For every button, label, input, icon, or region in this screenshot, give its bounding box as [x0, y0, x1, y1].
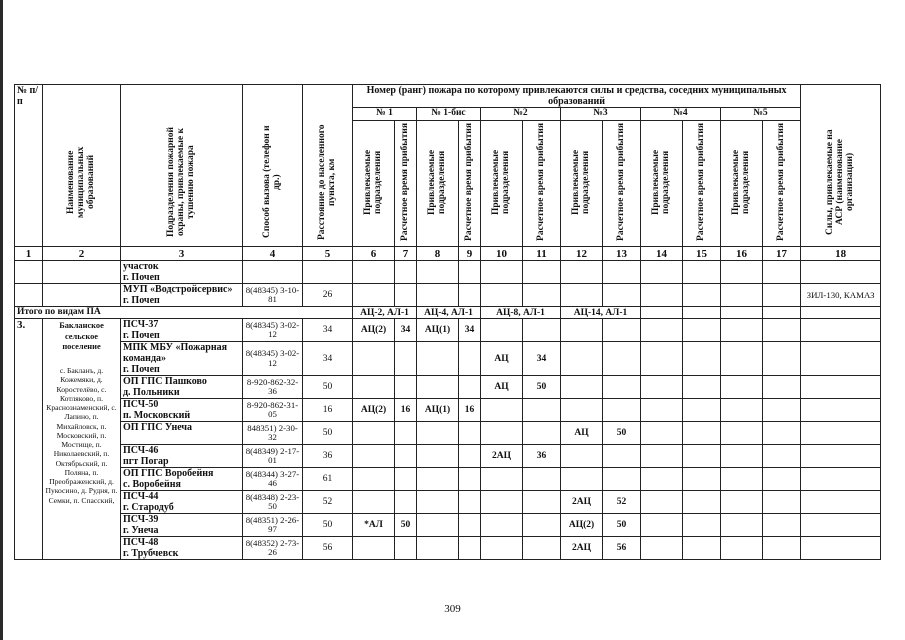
rank-cell — [459, 445, 481, 468]
unit-place: г. Трубчевск — [123, 548, 179, 560]
unit-cell — [121, 491, 243, 514]
rank-cell — [721, 319, 763, 342]
rank-cell — [417, 284, 459, 307]
unit-place: г. Стародуб — [123, 502, 174, 514]
rank-cell — [763, 399, 801, 422]
rank-cell — [641, 537, 683, 560]
rank-cell: 2АЦ — [561, 491, 603, 514]
rank-cell — [763, 307, 801, 319]
rank-cell — [523, 422, 561, 445]
rank-cell — [683, 537, 721, 560]
rank-1: № 1 — [353, 108, 417, 121]
rank-cell — [603, 284, 641, 307]
column-number: 10 — [481, 247, 523, 261]
table-row — [15, 491, 881, 514]
header-asr-forces: Силы, привлекаемые на АСР (наименование организации) — [801, 85, 881, 247]
rank-cell — [459, 537, 481, 560]
table-row — [15, 537, 881, 560]
rank-cell — [763, 468, 801, 491]
rank-cell — [481, 284, 523, 307]
rank-cell: АЦ — [561, 422, 603, 445]
unit-name: ПСЧ-50 — [123, 399, 159, 411]
phone-cell: 8(48345) 3-02-12 — [243, 319, 303, 342]
rank-cell — [641, 376, 683, 399]
rank-cell — [395, 445, 417, 468]
totals-rank-1bis: АЦ-4, АЛ-1 — [417, 307, 481, 319]
rank-cell — [523, 537, 561, 560]
rank-cell — [641, 284, 683, 307]
rank-cell — [523, 491, 561, 514]
table-row — [15, 284, 881, 307]
rank-cell — [683, 514, 721, 537]
distance-cell: 61 — [303, 468, 353, 491]
rank-1-bis: № 1-бис — [417, 108, 481, 121]
rank-cell — [523, 284, 561, 307]
rank-cell — [683, 468, 721, 491]
unit-name: ПСЧ-39 — [123, 514, 159, 526]
unit-place: с. Воробейня — [123, 479, 181, 491]
rank-cell — [763, 514, 801, 537]
table-row — [15, 468, 881, 491]
unit-name: МУП «Водстройсервис» — [123, 284, 233, 296]
settlements-list: с. Бакланъ, д. Кожемяки, д. Коростелёво, с. Котляково, п. Краснознаменский, с. Лапино, п. Михайловск, п. Московский, п. Мостище, п. Николаевский, п. Октябрьский, п. Поляна, п. Преображенский, д. Пукосино, д. Рудня, п. Семки, п. Спасский, — [45, 366, 118, 505]
unit-name: ОП ГПС Воробейня — [123, 468, 214, 480]
rank-cell — [763, 376, 801, 399]
rank-cell — [481, 422, 523, 445]
unit-cell — [121, 319, 243, 342]
rank-cell — [523, 399, 561, 422]
header-num: № п/п — [15, 85, 43, 247]
rank-cell — [481, 468, 523, 491]
rank-cell — [721, 261, 763, 284]
distance-cell — [303, 261, 353, 284]
rank-cell: АЦ(2) — [353, 399, 395, 422]
fire-forces-table — [14, 84, 881, 560]
header-fire-units: Подразделения пожарной охраны, привлекаемые к тушению пожара — [121, 85, 243, 247]
rank-4: №4 — [641, 108, 721, 121]
rank-cell — [481, 514, 523, 537]
phone-cell: 8(48352) 2-73-26 — [243, 537, 303, 560]
distance-cell: 16 — [303, 399, 353, 422]
rank-cell — [801, 307, 881, 319]
rank-cell — [417, 445, 459, 468]
rank-cell — [763, 445, 801, 468]
rank-cell — [459, 342, 481, 376]
unit-cell — [121, 376, 243, 399]
phone-cell: 8(48344) 3-27-46 — [243, 468, 303, 491]
column-number: 5 — [303, 247, 353, 261]
column-number: 12 — [561, 247, 603, 261]
column-number: 8 — [417, 247, 459, 261]
rank-cell — [801, 445, 881, 468]
rank-cell — [395, 342, 417, 376]
rank-cell — [561, 399, 603, 422]
rank-cell — [417, 491, 459, 514]
unit-name: ПСЧ-48 — [123, 537, 159, 549]
rank-cell — [603, 468, 641, 491]
unit-cell — [121, 468, 243, 491]
rank-cell — [801, 399, 881, 422]
totals-row — [15, 307, 881, 319]
rank-cell — [459, 491, 481, 514]
rank-cell — [459, 514, 481, 537]
rank-cell: 52 — [603, 491, 641, 514]
rank-cell — [721, 514, 763, 537]
sub-time-3: Расчетное время прибытия — [603, 121, 641, 247]
rank-3: №3 — [561, 108, 641, 121]
rank-cell — [561, 319, 603, 342]
rank-2: №2 — [481, 108, 561, 121]
rank-cell — [801, 537, 881, 560]
municipality-name: Бакланское сельское поселение — [59, 321, 104, 351]
rank-cell — [395, 422, 417, 445]
unit-cell — [121, 445, 243, 468]
rank-cell — [683, 307, 721, 319]
unit-place: г. Почеп — [123, 295, 160, 307]
rank-cell — [353, 261, 395, 284]
rank-cell — [353, 468, 395, 491]
header-municipality: Наименование муниципальных образований — [43, 85, 121, 247]
rank-cell: 50 — [523, 376, 561, 399]
unit-place: пгт Погар — [123, 456, 169, 468]
unit-place: г. Унеча — [123, 525, 159, 537]
rank-cell — [801, 342, 881, 376]
rank-cell: АЦ(2) — [353, 319, 395, 342]
distance-cell: 26 — [303, 284, 353, 307]
rank-cell — [417, 261, 459, 284]
table-row — [15, 261, 881, 284]
header-distance: Расстояние до населенного пункта, км — [303, 85, 353, 247]
rank-cell — [353, 342, 395, 376]
rank-cell — [721, 491, 763, 514]
distance-cell: 36 — [303, 445, 353, 468]
rank-cell — [763, 342, 801, 376]
rank-cell — [641, 445, 683, 468]
section-municipality — [43, 319, 121, 560]
unit-place: п. Московский — [123, 410, 191, 422]
sub-units-1: Привлекаемые подразделения — [353, 121, 395, 247]
rank-cell — [641, 422, 683, 445]
totals-label: Итого по видам ПА — [15, 307, 353, 319]
rank-cell — [353, 422, 395, 445]
sub-time-1: Расчетное время прибытия — [395, 121, 417, 247]
page-number: 309 — [444, 603, 461, 615]
rank-cell — [683, 261, 721, 284]
rank-cell — [603, 342, 641, 376]
column-numbers-row — [15, 247, 881, 261]
sub-units-3: Привлекаемые подразделения — [561, 121, 603, 247]
unit-place: г. Почеп — [123, 364, 160, 376]
rank-cell — [641, 468, 683, 491]
rank-cell — [395, 284, 417, 307]
rank-cell: АЦ — [481, 376, 523, 399]
rank-cell — [395, 261, 417, 284]
rank-cell — [641, 342, 683, 376]
rank-cell — [523, 261, 561, 284]
rank-cell — [641, 319, 683, 342]
table-row — [15, 319, 881, 342]
rank-cell — [481, 319, 523, 342]
column-number: 4 — [243, 247, 303, 261]
column-number: 3 — [121, 247, 243, 261]
page-edge — [0, 0, 3, 640]
phone-cell — [243, 261, 303, 284]
phone-cell: 8(48345) 3-02-12 — [243, 342, 303, 376]
rank-cell — [721, 399, 763, 422]
rank-cell — [721, 307, 763, 319]
rank-cell — [683, 376, 721, 399]
rank-cell — [395, 468, 417, 491]
rank-cell — [641, 399, 683, 422]
rank-cell — [459, 284, 481, 307]
rank-cell: 2АЦ — [561, 537, 603, 560]
rank-cell — [353, 537, 395, 560]
unit-place: г. Почеп — [123, 272, 160, 284]
num-cell — [15, 284, 43, 307]
totals-rank-2: АЦ-8, АЛ-1 — [481, 307, 561, 319]
rank-cell — [353, 491, 395, 514]
rank-cell — [353, 376, 395, 399]
rank-cell — [417, 468, 459, 491]
phone-cell: 8-920-862-32-36 — [243, 376, 303, 399]
rank-cell — [417, 422, 459, 445]
column-number: 11 — [523, 247, 561, 261]
column-number: 9 — [459, 247, 481, 261]
table-row — [15, 445, 881, 468]
rank-cell — [603, 319, 641, 342]
unit-cell — [121, 514, 243, 537]
rank-cell — [353, 445, 395, 468]
rank-cell: 16 — [459, 399, 481, 422]
rank-cell — [353, 284, 395, 307]
rank-cell: 56 — [603, 537, 641, 560]
distance-cell: 50 — [303, 514, 353, 537]
unit-name: ОП ГПС Пашково — [123, 376, 207, 388]
unit-place: д. Польники — [123, 387, 180, 399]
rank-cell — [763, 319, 801, 342]
rank-cell — [801, 376, 881, 399]
column-number: 16 — [721, 247, 763, 261]
rank-cell — [763, 491, 801, 514]
rank-cell — [763, 261, 801, 284]
rank-cell: АЦ(1) — [417, 319, 459, 342]
section-number: 3. — [15, 319, 43, 560]
column-number: 7 — [395, 247, 417, 261]
totals-rank-3: АЦ-14, АЛ-1 — [561, 307, 641, 319]
rank-cell: АЦ — [481, 342, 523, 376]
rank-cell — [721, 376, 763, 399]
distance-cell: 34 — [303, 342, 353, 376]
rank-cell — [763, 422, 801, 445]
rank-cell — [417, 514, 459, 537]
rank-cell: 36 — [523, 445, 561, 468]
rank-cell — [395, 491, 417, 514]
rank-cell — [603, 399, 641, 422]
column-number: 17 — [763, 247, 801, 261]
rank-cell — [603, 445, 641, 468]
distance-cell: 34 — [303, 319, 353, 342]
rank-cell: *АЛ — [353, 514, 395, 537]
table-row — [15, 514, 881, 537]
sub-units-1bis: Привлекаемые подразделения — [417, 121, 459, 247]
totals-rank-1: АЦ-2, АЛ-1 — [353, 307, 417, 319]
rank-cell — [459, 376, 481, 399]
rank-cell — [481, 491, 523, 514]
table-row — [15, 376, 881, 399]
municipality-cell — [43, 261, 121, 284]
rank-cell — [561, 376, 603, 399]
header-call-method: Способ вызова (телефон и др.) — [243, 85, 303, 247]
rank-cell — [395, 376, 417, 399]
rank-cell — [683, 491, 721, 514]
sub-time-5: Расчетное время прибытия — [763, 121, 801, 247]
municipality-cell — [43, 284, 121, 307]
rank-5: №5 — [721, 108, 801, 121]
rank-cell — [683, 445, 721, 468]
sub-time-1bis: Расчетное время прибытия — [459, 121, 481, 247]
phone-cell: 8(48348) 2-23-50 — [243, 491, 303, 514]
rank-cell — [801, 491, 881, 514]
sub-units-4: Привлекаемые подразделения — [641, 121, 683, 247]
phone-cell: 8(48345) 3-10-81 — [243, 284, 303, 307]
table-row — [15, 399, 881, 422]
rank-cell — [417, 342, 459, 376]
rank-cell — [417, 537, 459, 560]
rank-cell — [561, 261, 603, 284]
rank-cell — [603, 261, 641, 284]
unit-name: ПСЧ-37 — [123, 319, 159, 331]
unit-name: МПК МБУ «Пожарная команда» — [123, 342, 228, 365]
rank-cell — [683, 422, 721, 445]
sub-units-5: Привлекаемые подразделения — [721, 121, 763, 247]
rank-cell — [721, 537, 763, 560]
rank-cell: 50 — [603, 514, 641, 537]
rank-cell: 34 — [459, 319, 481, 342]
rank-cell — [459, 422, 481, 445]
rank-cell: 34 — [523, 342, 561, 376]
rank-cell — [763, 537, 801, 560]
unit-cell — [121, 399, 243, 422]
sub-time-4: Расчетное время прибытия — [683, 121, 721, 247]
num-cell — [15, 261, 43, 284]
rank-cell: 2АЦ — [481, 445, 523, 468]
rank-cell: АЦ(2) — [561, 514, 603, 537]
unit-cell — [121, 261, 243, 284]
rank-cell — [603, 376, 641, 399]
rank-cell — [561, 342, 603, 376]
rank-cell — [801, 514, 881, 537]
column-number: 18 — [801, 247, 881, 261]
sub-units-2: Привлекаемые подразделения — [481, 121, 523, 247]
distance-cell: 50 — [303, 376, 353, 399]
rank-cell: 50 — [395, 514, 417, 537]
sub-time-2: Расчетное время прибытия — [523, 121, 561, 247]
distance-cell: 52 — [303, 491, 353, 514]
rank-cell — [683, 342, 721, 376]
rank-cell — [561, 468, 603, 491]
column-number: 6 — [353, 247, 395, 261]
phone-cell: 8-920-862-31-05 — [243, 399, 303, 422]
rank-cell — [801, 422, 881, 445]
rank-cell — [641, 514, 683, 537]
unit-place: г. Почеп — [123, 330, 160, 342]
rank-cell: АЦ(1) — [417, 399, 459, 422]
rank-cell — [395, 537, 417, 560]
unit-name: ОП ГПС Унеча — [123, 422, 193, 434]
rank-cell — [721, 342, 763, 376]
unit-cell — [121, 342, 243, 376]
rank-cell — [641, 307, 683, 319]
rank-cell — [481, 399, 523, 422]
asr-cell: ЗИЛ-130, КАМАЗ — [801, 284, 881, 307]
rank-cell — [561, 445, 603, 468]
unit-name: ПСЧ-46 — [123, 445, 159, 457]
rank-cell — [801, 319, 881, 342]
unit-name: участок — [123, 261, 159, 273]
column-number: 2 — [43, 247, 121, 261]
table-row — [15, 422, 881, 445]
rank-cell: 16 — [395, 399, 417, 422]
rank-cell — [523, 319, 561, 342]
rank-cell — [721, 284, 763, 307]
column-number: 15 — [683, 247, 721, 261]
distance-cell: 50 — [303, 422, 353, 445]
column-number: 1 — [15, 247, 43, 261]
rank-cell: 34 — [395, 319, 417, 342]
rank-cell — [641, 261, 683, 284]
rank-cell: 50 — [603, 422, 641, 445]
rank-cell — [459, 261, 481, 284]
column-number: 14 — [641, 247, 683, 261]
rank-cell — [481, 537, 523, 560]
rank-cell — [417, 376, 459, 399]
rank-cell — [721, 445, 763, 468]
column-number: 13 — [603, 247, 641, 261]
unit-cell — [121, 422, 243, 445]
unit-cell — [121, 537, 243, 560]
rank-cell — [459, 468, 481, 491]
unit-name: ПСЧ-44 — [123, 491, 159, 503]
phone-cell: 848351) 2-30-32 — [243, 422, 303, 445]
rank-cell — [683, 399, 721, 422]
distance-cell: 56 — [303, 537, 353, 560]
rank-cell — [523, 468, 561, 491]
rank-cell — [721, 422, 763, 445]
phone-cell: 8(48349) 2-17-01 — [243, 445, 303, 468]
rank-cell — [481, 261, 523, 284]
rank-cell — [763, 284, 801, 307]
rank-cell — [721, 468, 763, 491]
header-rank-group: Номер (ранг) пожара по которому привлекаются силы и средства, соседних муниципальных образований — [353, 85, 801, 108]
rank-cell — [683, 284, 721, 307]
rank-cell — [641, 491, 683, 514]
phone-cell: 8(48351) 2-26-97 — [243, 514, 303, 537]
unit-cell — [121, 284, 243, 307]
rank-cell — [683, 319, 721, 342]
rank-cell — [561, 284, 603, 307]
rank-cell — [801, 468, 881, 491]
rank-cell — [523, 514, 561, 537]
asr-cell — [801, 261, 881, 284]
table-row — [15, 342, 881, 376]
